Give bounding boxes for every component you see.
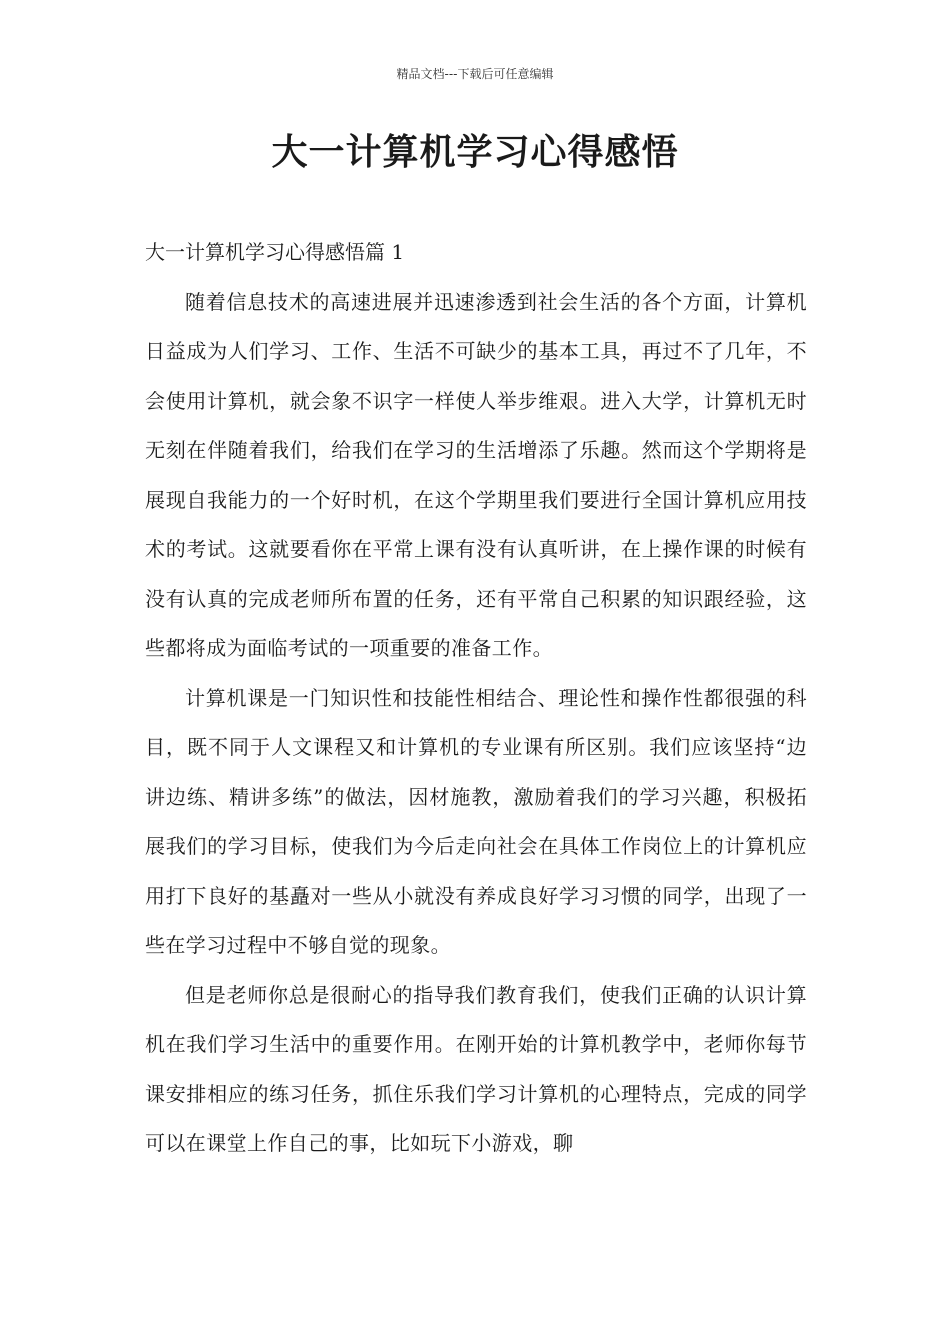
paragraph-3: 但是老师你总是很耐心的指导我们教育我们，使我们正确的认识计算机在我们学习生活中的重要作用。在刚开始的计算机教学中，老师你每节课安排相应的练习任务，抓住乐我们学习计算机的心理特点，完成的同学可以在课堂上作自己的事，比如玩下小游戏，聊	[145, 982, 807, 1155]
document-title: 大一计算机学习心得感悟	[271, 132, 679, 173]
section-heading: 大一计算机学习心得感悟篇 1	[145, 240, 405, 264]
paragraph-2: 计算机课是一门知识性和技能性相结合、理论性和操作性都很强的科目，既不同于人文课程又和计算机的专业课有所区别。我们应该坚持“边讲边练、精讲多练”的做法，因材施教，激励着我们的学习兴趣，积极拓展我们的学习目标，使我们为今后走向社会在具体工作岗位上的计算机应用打下良好的基矗对一些从小就没有养成良好学习习惯的同学，出现了一些在学习过程中不够自觉的现象。	[145, 685, 807, 957]
header-note: 精品文档---下载后可任意编辑	[396, 67, 554, 81]
document-body	[145, 228, 807, 1169]
paragraph-1: 随着信息技术的高速进展并迅速渗透到社会生活的各个方面，计算机日益成为人们学习、工作、生活不可缺少的基本工具，再过不了几年，不会使用计算机，就会象不识字一样使人举步维艰。进入大学，计算机无时无刻在伴随着我们，给我们在学习的生活增添了乐趣。然而这个学期将是展现自我能力的一个好时机，在这个学期里我们要进行全国计算机应用技术的考试。这就要看你在平常上课有没有认真听讲，在上操作课的时候有没有认真的完成老师所布置的任务，还有平常自己积累的知识跟经验，这些都将成为面临考试的一项重要的准备工作。	[145, 289, 807, 660]
